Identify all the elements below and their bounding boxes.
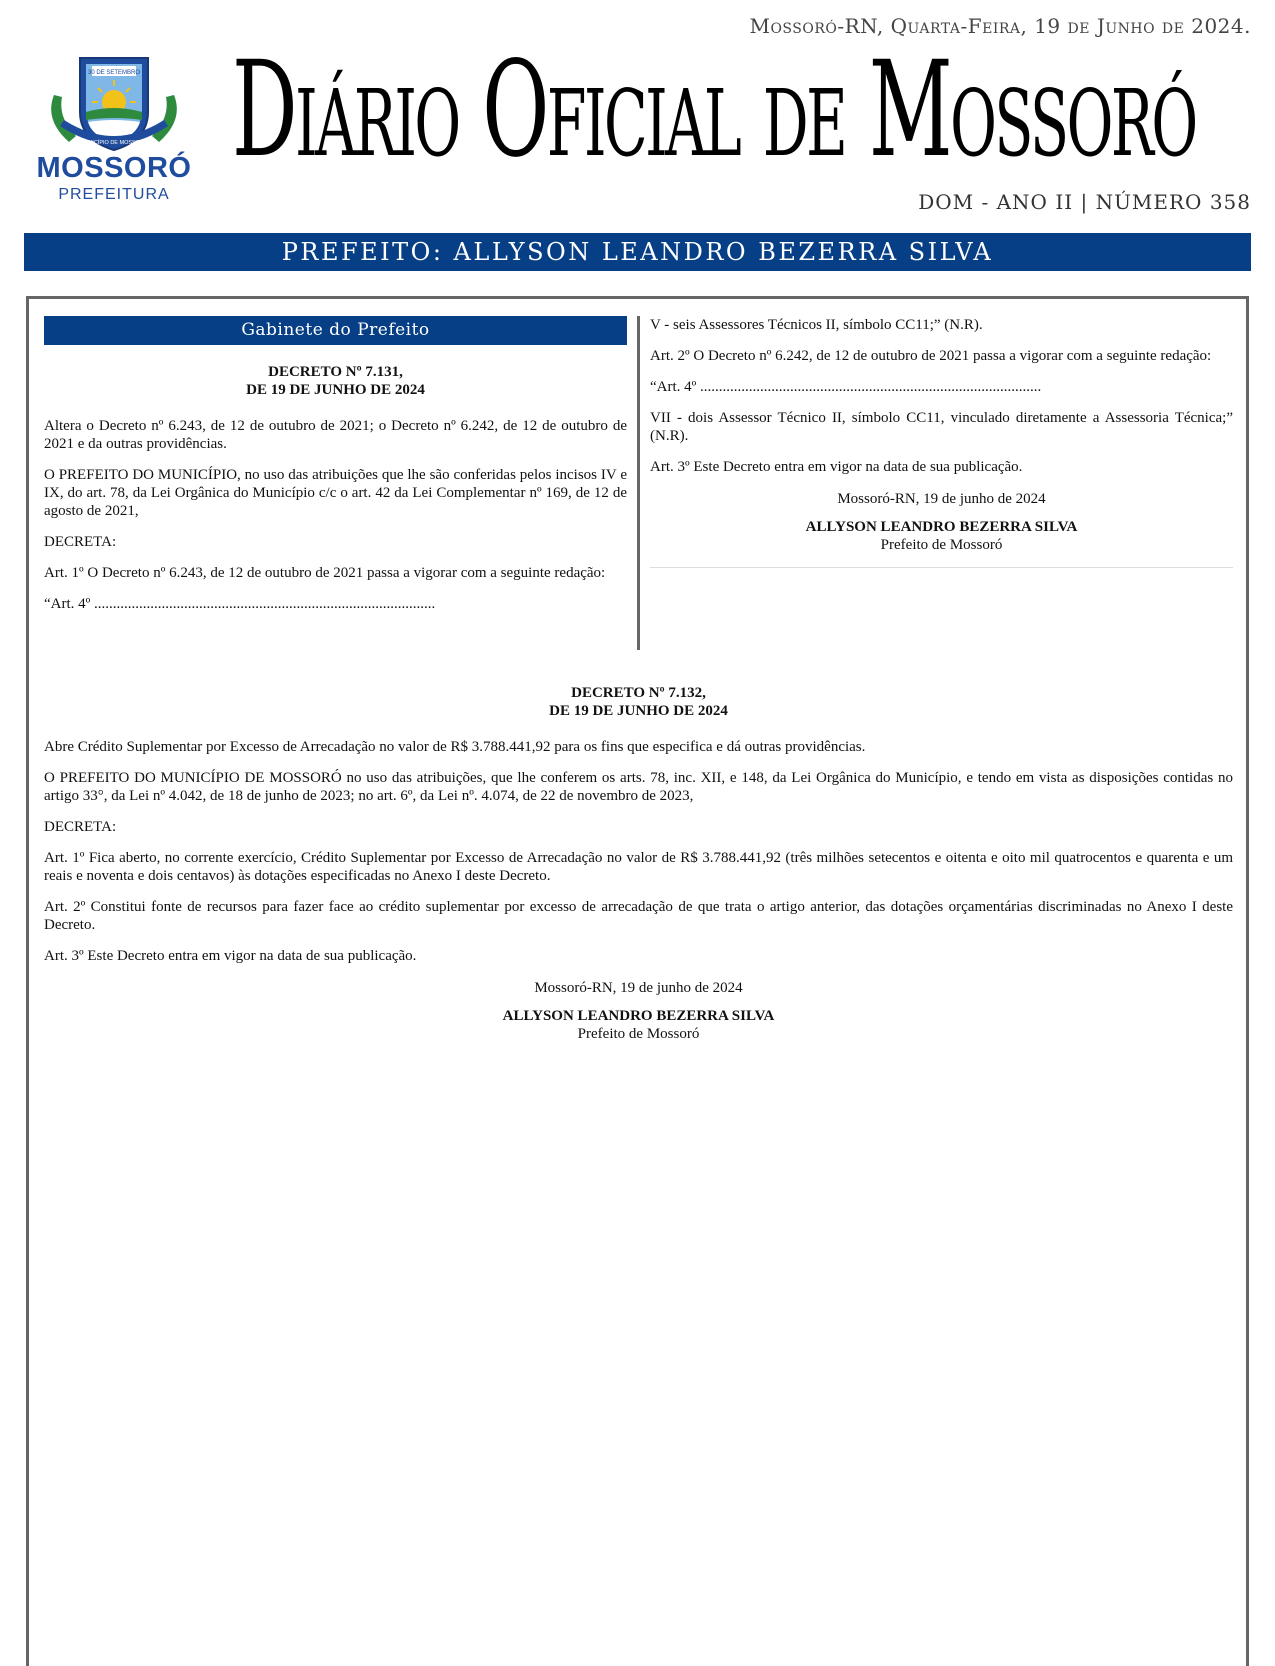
mayor-banner: PREFEITO: ALLYSON LEANDRO BEZERRA SILVA [24, 233, 1251, 271]
decree-7132-art3: Art. 3º Este Decreto entra em vigor na data de sua publicação. [44, 948, 417, 964]
decree-7132-sign-role: Prefeito de Mossoró [577, 1026, 700, 1042]
masthead-title: Diário Oficial de Mossoró [232, 33, 1196, 187]
decree-7131-art2-quote: “Art. 4º ........................................................................................... [650, 379, 1042, 395]
decree-7131-sign-role: Prefeito de Mossoró [880, 537, 1003, 553]
decree-7131-title-line2: DE 19 DE JUNHO DE 2024 [246, 382, 425, 398]
section-heading: Gabinete do Prefeito [44, 316, 627, 345]
logo-subtitle: PREFEITURA [58, 186, 170, 203]
decree-7131-art3: Art. 3º Este Decreto entra em vigor na data de sua publicação. [650, 459, 1023, 475]
divider [650, 567, 1233, 568]
logo-city-name: MOSSORÓ [36, 152, 192, 184]
decree-7131-art1: Art. 1º O Decreto nº 6.243, de 12 de outubro de 2021 passa a vigorar com a seguinte redação: [44, 565, 606, 581]
decree-7131-item-vii: VII - dois Assessor Técnico II, símbolo CC11, vinculado diretamente a Assessoria Técnica;” (N.R). [650, 410, 1233, 444]
city-coat-of-arms-icon [24, 50, 204, 155]
decree-7132-decreta: DECRETA: [44, 819, 117, 835]
decree-7131-preamble: O PREFEITO DO MUNICÍPIO, no uso das atribuições que lhe são conferidas pelos incisos IV e IX, do art. 78, da Lei Orgânica do Município c/c o art. 42 da Lei Complementar nº 169, de 12 de agosto de 2021, [44, 467, 627, 519]
decree-7131-title [44, 363, 627, 399]
decree-7131-decreta: DECRETA: [44, 534, 117, 550]
decree-7132-art2: Art. 2º Constitui fonte de recursos para fazer face ao crédito suplementar por excesso de arrecadação de que trata o artigo anterior, das dotações orçamentárias discriminadas no Anexo I deste Decreto. [44, 899, 1233, 933]
prefeitura-logo [24, 50, 204, 205]
decree-7131-sign-name: ALLYSON LEANDRO BEZERRA SILVA [805, 519, 1078, 535]
decree-7131-left-column [44, 316, 627, 626]
decree-7131-title-line1: DECRETO Nº 7.131, [268, 364, 403, 380]
decree-7132-art1: Art. 1º Fica aberto, no corrente exercício, Crédito Suplementar por Excesso de Arrecadação no valor de R$ 3.788.441,92 (três milhões setecentos e oitenta e oito mil quatrocentos e quarenta e um reais e noventa e dois centavos) às dotações especificadas no Anexo I deste Decreto. [44, 850, 1233, 884]
decree-7132-title-line1: DECRETO Nº 7.132, [571, 685, 706, 701]
decree-7131-sign-date: Mossoró-RN, 19 de junho de 2024 [837, 491, 1046, 507]
issue-date: Mossoró-RN, Quarta-Feira, 19 de Junho de 2024. [749, 14, 1251, 38]
decree-7132-title-line2: DE 19 DE JUNHO DE 2024 [549, 703, 728, 719]
decree-7131-item-v: V - seis Assessores Técnicos II, símbolo CC11;” (N.R). [650, 317, 983, 333]
decree-7132-sign-name: ALLYSON LEANDRO BEZERRA SILVA [502, 1008, 775, 1024]
decree-7132-summary: Abre Crédito Suplementar por Excesso de Arrecadação no valor de R$ 3.788.441,92 para os fins que especifica e dá outras providências. [44, 739, 866, 755]
decree-7132-sign-date: Mossoró-RN, 19 de junho de 2024 [534, 980, 743, 996]
edition-number: DOM - ANO II | NÚMERO 358 [918, 190, 1251, 214]
decree-7132 [44, 684, 1233, 1043]
decree-7131-right-column [650, 316, 1233, 568]
logo-banner-text: 30 DE SETEMBRO [87, 70, 141, 76]
decree-7132-preamble: O PREFEITO DO MUNICÍPIO DE MOSSORÓ no uso das atribuições, que lhe conferem os arts. 78, inc. XII, e 148, da Lei Orgânica do Município, e tendo em vista as disposições contidas no artigo 33°, da Lei nº 4.042, de 18 de junho de 2023; no art. 6º, da Lei nº. 4.074, de 22 de novembro de 2023, [44, 770, 1233, 804]
column-divider [637, 316, 640, 650]
decree-7131-art2: Art. 2º O Decreto nº 6.242, de 12 de outubro de 2021 passa a vigorar com a seguinte redação: [650, 348, 1212, 364]
decree-7131-summary: Altera o Decreto nº 6.243, de 12 de outubro de 2021; o Decreto nº 6.242, de 12 de outubro de 2021 e da outras providências. [44, 418, 627, 452]
logo-band-text: MUNICÍPIO DE MOSSORÓ [79, 140, 149, 146]
decree-7132-title [44, 684, 1233, 720]
decree-7131-art1-quote: “Art. 4º ........................................................................................... [44, 596, 436, 612]
